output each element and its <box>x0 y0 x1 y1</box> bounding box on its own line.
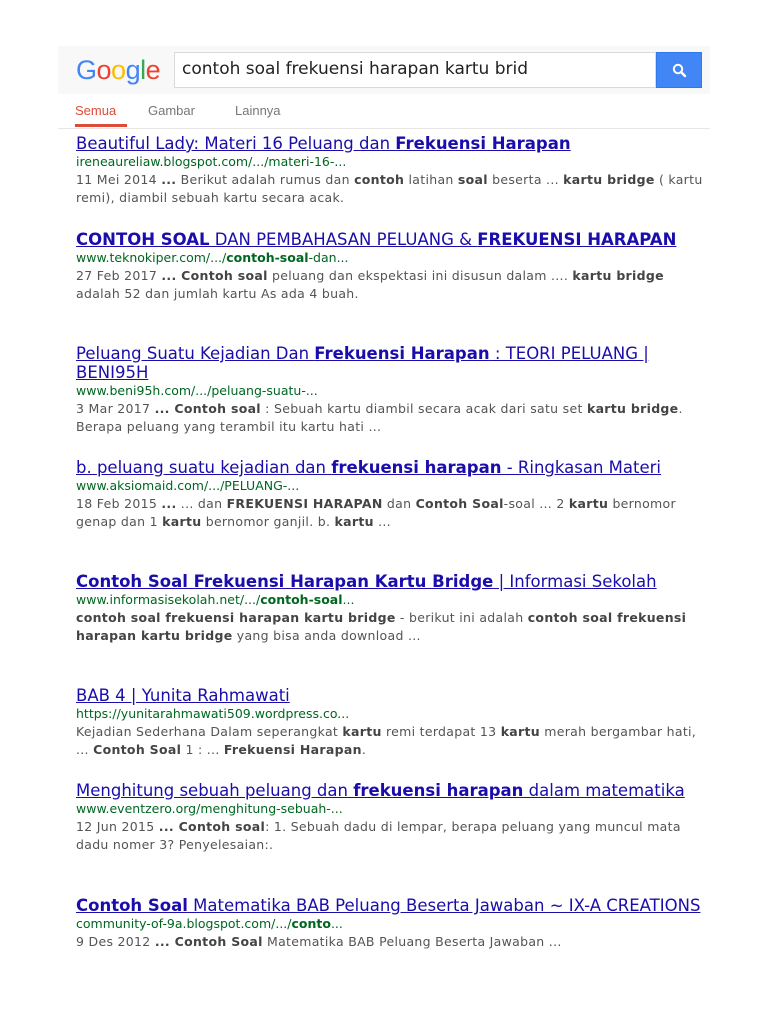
text-segment[interactable]: : TEORI PELUANG | BENI95H <box>76 344 649 382</box>
logo-letter: l <box>140 55 146 85</box>
text-segment: 9 Des 2012 <box>76 934 155 949</box>
text-segment[interactable]: Peluang Suatu Kejadian Dan <box>76 344 315 363</box>
search-result <box>76 781 710 854</box>
highlighted-text: ... <box>161 496 177 511</box>
highlighted-text: ... Contoh soal <box>161 268 268 283</box>
text-segment: : Sebuah kartu diambil secara acak dari satu set <box>260 401 587 416</box>
text-segment: Kejadian Sederhana Dalam seperangkat <box>76 724 343 739</box>
active-tab-indicator <box>75 124 127 127</box>
text-segment[interactable]: Menghitung sebuah peluang dan <box>76 781 354 800</box>
search-result <box>76 230 710 303</box>
text-segment: ... <box>373 514 391 529</box>
text-segment: community-of-9a.blogspot.com/.../ <box>76 916 292 931</box>
text-segment: 1 : ... <box>181 742 224 757</box>
highlighted-text: kartu bridge <box>572 268 664 283</box>
tab-lainnya[interactable]: Lainnya <box>235 103 281 118</box>
text-segment: ... <box>342 592 355 607</box>
result-title-link[interactable] <box>76 134 710 153</box>
text-segment: ... dan <box>176 496 227 511</box>
text-segment[interactable]: Matematika BAB Peluang Beserta Jawaban ~ IX-A CREATIONS <box>187 896 701 915</box>
text-segment: yang bisa anda download ... <box>232 628 421 643</box>
result-snippet <box>76 933 710 951</box>
text-segment: : 1. Sebuah dadu di lempar, berapa peluang yang muncul mata dadu nomer 3? Penyelesaian:. <box>76 819 681 852</box>
highlighted-text: FREKUENSI HARAPAN <box>226 496 383 511</box>
text-segment: https://yunitarahmawati509.wordpress.co... <box>76 706 350 721</box>
text-segment: . Berapa peluang yang terambil itu kartu hati ... <box>76 401 683 434</box>
text-segment: latihan <box>404 172 458 187</box>
text-segment: merah bergambar hati, ... <box>76 724 697 757</box>
text-segment: www.eventzero.org/menghitung-sebuah-... <box>76 801 343 816</box>
text-segment: Matematika BAB Peluang Beserta Jawaban ... <box>262 934 562 949</box>
text-segment: 27 Feb 2017 <box>76 268 162 283</box>
search-button[interactable] <box>656 52 702 88</box>
highlighted-text[interactable]: FREKUENSI HARAPAN <box>477 230 677 249</box>
highlighted-text: ... Contoh soal <box>158 819 266 834</box>
highlighted-text[interactable]: frekuensi harapan <box>331 458 502 477</box>
text-segment: beserta ... <box>487 172 564 187</box>
highlighted-text: ... Contoh soal <box>154 401 261 416</box>
search-icon <box>657 53 703 89</box>
logo-letter: g <box>125 55 141 85</box>
text-segment: dan <box>382 496 416 511</box>
search-header <box>58 46 710 94</box>
result-url <box>76 477 710 495</box>
highlighted-text: ... <box>161 172 177 187</box>
google-logo[interactable] <box>76 54 160 86</box>
result-url <box>76 705 710 723</box>
result-title-link[interactable] <box>76 896 710 915</box>
logo-letter: o <box>111 55 126 85</box>
text-segment: 3 Mar 2017 <box>76 401 155 416</box>
highlighted-text: Frekuensi Harapan <box>223 742 362 757</box>
highlighted-text: Contoh Soal <box>415 496 504 511</box>
text-segment[interactable]: b. peluang suatu kejadian dan <box>76 458 332 477</box>
text-segment: ( kartu remi), diambil sebuah kartu secara acak. <box>76 172 703 205</box>
text-segment: ireneaureliaw.blogspot.com/.../materi-16-... <box>76 154 347 169</box>
search-result <box>76 134 710 207</box>
highlighted-text: contoh <box>354 172 405 187</box>
result-snippet <box>76 609 710 645</box>
result-title-link[interactable] <box>76 344 710 382</box>
highlighted-text: conto <box>291 916 331 931</box>
text-segment: - berikut ini adalah <box>395 610 528 625</box>
text-segment: 11 Mei 2014 <box>76 172 162 187</box>
search-input[interactable] <box>174 52 656 88</box>
highlighted-text: kartu <box>568 496 609 511</box>
highlighted-text[interactable]: Contoh Soal Frekuensi Harapan Kartu Bridge <box>76 572 494 591</box>
text-segment: 18 Feb 2015 <box>76 496 162 511</box>
logo-letter: o <box>96 55 112 85</box>
highlighted-text: kartu <box>500 724 540 739</box>
search-query[interactable]: contoh soal frekuensi harapan kartu brid <box>182 59 529 79</box>
text-segment[interactable]: Beautiful Lady: Materi 16 Peluang dan <box>76 134 396 153</box>
result-url <box>76 591 710 609</box>
highlighted-text: contoh-soal <box>226 250 309 265</box>
result-title-link[interactable] <box>76 781 710 800</box>
highlighted-text[interactable]: Contoh Soal <box>76 896 188 915</box>
text-segment: adalah 52 dan jumlah kartu As ada 4 buah. <box>76 286 359 301</box>
highlighted-text: contoh soal frekuensi harapan kartu bridge <box>76 610 396 625</box>
result-snippet <box>76 818 710 854</box>
search-result <box>76 572 710 645</box>
text-segment: Berikut adalah rumus dan <box>176 172 355 187</box>
highlighted-text: kartu bridge <box>586 401 679 416</box>
result-snippet <box>76 267 710 303</box>
text-segment: ... <box>330 916 343 931</box>
highlighted-text[interactable]: frekuensi harapan <box>353 781 524 800</box>
highlighted-text: soal <box>457 172 488 187</box>
search-result <box>76 686 710 759</box>
result-title-link[interactable] <box>76 458 710 477</box>
text-segment: www.beni95h.com/.../peluang-suatu-... <box>76 383 318 398</box>
search-tabs <box>58 96 710 129</box>
highlighted-text: contoh soal frekuensi harapan kartu bridge <box>76 610 687 643</box>
text-segment: -dan... <box>308 250 349 265</box>
result-url <box>76 800 710 818</box>
highlighted-text[interactable]: CONTOH SOAL <box>76 230 210 249</box>
highlighted-text[interactable]: Frekuensi Harapan <box>395 134 571 153</box>
text-segment: 12 Jun 2015 <box>76 819 159 834</box>
highlighted-text: kartu <box>342 724 382 739</box>
highlighted-text: ... Contoh Soal <box>154 934 263 949</box>
result-url <box>76 382 710 400</box>
text-segment[interactable]: | Informasi Sekolah <box>493 572 657 591</box>
text-segment: www.informasisekolah.net/.../ <box>76 592 261 607</box>
text-segment: peluang dan ekspektasi ini disusun dalam .... <box>267 268 573 283</box>
text-segment[interactable]: BAB 4 | Yunita Rahmawati <box>76 686 290 705</box>
highlighted-text: kartu <box>334 514 374 529</box>
result-url <box>76 153 710 171</box>
text-segment: remi terdapat 13 <box>381 724 501 739</box>
search-result <box>76 344 710 436</box>
highlighted-text: contoh-soal <box>260 592 343 607</box>
search-result <box>76 896 710 951</box>
logo-letter: e <box>145 55 161 85</box>
result-url <box>76 249 710 267</box>
result-url <box>76 915 710 933</box>
text-segment: . <box>361 742 367 757</box>
text-segment: bernomor genap dan 1 <box>76 496 676 529</box>
logo-letter: G <box>76 55 97 85</box>
result-snippet <box>76 171 710 207</box>
text-segment[interactable]: DAN PEMBAHASAN PELUANG & <box>209 230 478 249</box>
text-segment: bernomor ganjil. b. <box>201 514 335 529</box>
highlighted-text: kartu bridge <box>563 172 655 187</box>
result-snippet <box>76 495 710 531</box>
highlighted-text: Contoh Soal <box>93 742 182 757</box>
text-segment[interactable]: - Ringkasan Materi <box>501 458 662 477</box>
search-result <box>76 458 710 531</box>
text-segment: -soal ... 2 <box>503 496 569 511</box>
tab-semua[interactable]: Semua <box>75 103 117 118</box>
result-title-link[interactable] <box>76 686 710 705</box>
text-segment: www.aksiomaid.com/.../PELUANG-... <box>76 478 300 493</box>
result-title-link[interactable] <box>76 230 710 249</box>
result-snippet <box>76 400 710 436</box>
highlighted-text[interactable]: Frekuensi Harapan <box>314 344 490 363</box>
highlighted-text: kartu <box>162 514 202 529</box>
result-snippet <box>76 723 710 759</box>
tab-gambar[interactable]: Gambar <box>148 103 195 118</box>
result-title-link[interactable] <box>76 572 710 591</box>
text-segment[interactable]: dalam matematika <box>523 781 685 800</box>
text-segment: www.teknokiper.com/.../ <box>76 250 227 265</box>
